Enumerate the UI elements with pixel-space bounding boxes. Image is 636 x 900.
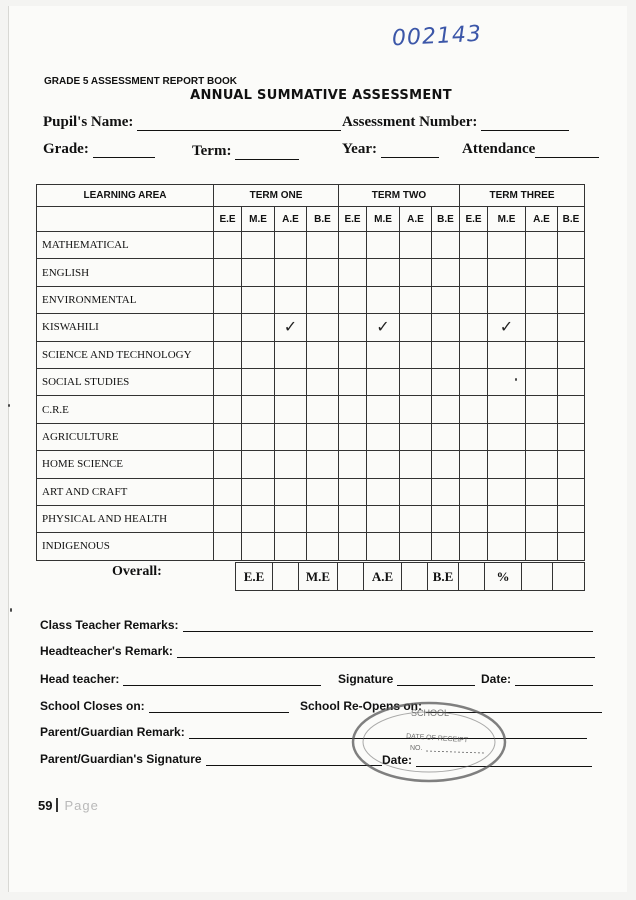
term-three-header: TERM THREE <box>460 185 585 207</box>
assessment-cell[interactable] <box>214 478 242 505</box>
assessment-cell[interactable] <box>526 286 558 313</box>
assessment-cell[interactable] <box>307 451 339 478</box>
overall-row <box>236 563 585 591</box>
class-teacher-remarks-field[interactable] <box>40 618 593 632</box>
head-teacher-blank[interactable] <box>123 673 321 686</box>
scan-speck <box>8 404 10 407</box>
assessment-cell[interactable] <box>339 533 367 560</box>
assessment-cell[interactable] <box>460 478 488 505</box>
assessment-cell[interactable] <box>307 286 339 313</box>
assessment-cell[interactable] <box>488 259 526 286</box>
assessment-cell[interactable] <box>526 423 558 450</box>
learning-area-row <box>37 286 585 313</box>
pupil-name-label: Pupil's Name: <box>43 114 134 130</box>
tick-mark: ✓ <box>283 317 298 337</box>
scan-speck <box>10 608 12 612</box>
overall-value-cell[interactable] <box>273 563 299 591</box>
assessment-cell[interactable] <box>558 259 585 286</box>
assessment-cell[interactable] <box>307 478 339 505</box>
assessment-cell[interactable] <box>526 314 558 341</box>
signature-field[interactable] <box>338 672 475 686</box>
assessment-cell[interactable] <box>526 505 558 532</box>
assessment-cell[interactable] <box>400 368 432 395</box>
main-title: ANNUAL SUMMATIVE ASSESSMENT <box>190 88 452 103</box>
assessment-cell[interactable] <box>432 451 460 478</box>
school-closes-blank[interactable] <box>149 700 289 713</box>
stamp-no-line <box>426 751 484 753</box>
overall-level-cell: M.E <box>299 563 338 591</box>
assessment-cell[interactable] <box>488 451 526 478</box>
page-number-divider <box>56 798 58 812</box>
assessment-cell[interactable] <box>242 286 275 313</box>
assessment-cell[interactable] <box>214 314 242 341</box>
head-teacher-field[interactable] <box>40 672 321 686</box>
date-label: Date: <box>481 672 512 686</box>
assessment-cell[interactable] <box>460 341 488 368</box>
assessment-cell[interactable] <box>367 396 400 423</box>
learning-area-name: KISWAHILI <box>37 314 214 341</box>
page-number <box>38 798 99 813</box>
book-title: GRADE 5 ASSESSMENT REPORT BOOK <box>44 76 237 87</box>
level-header-cell: M.E <box>367 207 400 232</box>
assessment-cell[interactable] <box>307 314 339 341</box>
assessment-cell[interactable] <box>275 505 307 532</box>
assessment-cell[interactable] <box>307 232 339 259</box>
term-blank[interactable] <box>235 145 299 160</box>
assessment-cell[interactable] <box>242 423 275 450</box>
assessment-cell[interactable] <box>307 368 339 395</box>
assessment-cell[interactable] <box>275 478 307 505</box>
assessment-number-blank[interactable] <box>481 116 569 131</box>
grade-blank[interactable] <box>93 143 155 158</box>
learning-area-name: MATHEMATICAL <box>37 232 214 259</box>
term-label: Term: <box>192 143 232 159</box>
learning-area-row <box>37 259 585 286</box>
signature-label: Signature <box>338 672 394 686</box>
term-one-header: TERM ONE <box>214 185 339 207</box>
assessment-cell[interactable] <box>558 451 585 478</box>
overall-value-cell[interactable] <box>338 563 364 591</box>
pupil-name-field[interactable] <box>43 114 341 131</box>
assessment-cell[interactable] <box>339 286 367 313</box>
stamp-inner-ring <box>363 712 495 772</box>
learning-area-row <box>37 533 585 560</box>
attendance-field[interactable] <box>462 141 599 158</box>
assessment-number-label: Assessment Number: <box>342 114 478 130</box>
assessment-cell[interactable] <box>214 505 242 532</box>
learning-area-row <box>37 423 585 450</box>
learning-area-name: HOME SCIENCE <box>37 451 214 478</box>
school-closes-field[interactable] <box>40 699 289 713</box>
headteacher-remark-label: Headteacher's Remark: <box>40 644 173 658</box>
term-two-header: TERM TWO <box>339 185 460 207</box>
assessment-cell[interactable] <box>275 286 307 313</box>
assessment-cell[interactable] <box>432 259 460 286</box>
assessment-cell[interactable] <box>558 423 585 450</box>
assessment-cell[interactable] <box>242 368 275 395</box>
assessment-cell[interactable] <box>367 368 400 395</box>
assessment-cell[interactable] <box>367 533 400 560</box>
assessment-cell[interactable] <box>275 533 307 560</box>
assessment-cell[interactable] <box>339 314 367 341</box>
assessment-cell[interactable] <box>339 505 367 532</box>
assessment-cell[interactable] <box>460 533 488 560</box>
assessment-cell[interactable] <box>460 505 488 532</box>
level-header-cell: E.E <box>339 207 367 232</box>
assessment-cell[interactable] <box>460 396 488 423</box>
overall-table <box>235 562 585 591</box>
learning-area-row <box>37 368 585 395</box>
scan-speck <box>515 378 517 381</box>
assessment-cell[interactable] <box>526 451 558 478</box>
school-closes-label: School Closes on: <box>40 699 145 713</box>
assessment-cell[interactable] <box>339 259 367 286</box>
serial-number: 002143 <box>391 21 483 52</box>
learning-area-name: AGRICULTURE <box>37 423 214 450</box>
assessment-cell[interactable] <box>432 533 460 560</box>
learning-area-row <box>37 314 585 341</box>
assessment-cell[interactable] <box>526 341 558 368</box>
assessment-cell[interactable] <box>307 259 339 286</box>
assessment-cell[interactable] <box>526 232 558 259</box>
assessment-cell[interactable] <box>558 368 585 395</box>
assessment-cell[interactable] <box>526 533 558 560</box>
assessment-cell[interactable] <box>432 286 460 313</box>
stamp-line2: NO. <box>410 745 423 752</box>
assessment-cell[interactable] <box>488 505 526 532</box>
attendance-label: Attendance <box>462 141 536 157</box>
assessment-cell[interactable] <box>432 423 460 450</box>
learning-area-name: SOCIAL STUDIES <box>37 368 214 395</box>
tick-mark: ✓ <box>499 317 514 337</box>
assessment-cell[interactable] <box>367 286 400 313</box>
overall-level-cell: % <box>485 563 522 591</box>
date-blank[interactable] <box>515 673 593 686</box>
assessment-cell[interactable] <box>275 396 307 423</box>
assessment-cell[interactable] <box>526 396 558 423</box>
assessment-cell[interactable] <box>488 232 526 259</box>
page-number-value: 59 <box>38 798 53 813</box>
assessment-cell[interactable] <box>307 505 339 532</box>
year-label: Year: <box>342 141 377 157</box>
assessment-cell[interactable] <box>558 314 585 341</box>
assessment-cell[interactable] <box>460 259 488 286</box>
assessment-cell[interactable] <box>307 341 339 368</box>
learning-area-row <box>37 396 585 423</box>
assessment-cell[interactable] <box>367 478 400 505</box>
year-blank[interactable] <box>381 143 439 158</box>
year-field[interactable] <box>342 141 439 158</box>
overall-value-cell[interactable] <box>459 563 485 591</box>
assessment-cell[interactable] <box>558 396 585 423</box>
assessment-cell[interactable] <box>275 232 307 259</box>
learning-area-row <box>37 505 585 532</box>
assessment-cell[interactable] <box>242 232 275 259</box>
assessment-cell[interactable] <box>460 423 488 450</box>
assessment-cell[interactable] <box>460 451 488 478</box>
assessment-cell[interactable] <box>339 341 367 368</box>
assessment-cell[interactable] <box>367 451 400 478</box>
assessment-cell[interactable] <box>214 533 242 560</box>
level-header-row <box>37 207 585 232</box>
assessment-cell[interactable] <box>367 341 400 368</box>
assessment-cell[interactable] <box>400 396 432 423</box>
level-header-spacer <box>37 207 214 232</box>
assessment-cell[interactable] <box>432 505 460 532</box>
assessment-cell[interactable] <box>275 341 307 368</box>
assessment-cell[interactable] <box>400 505 432 532</box>
assessment-cell[interactable] <box>488 341 526 368</box>
overall-level-cell: A.E <box>364 563 402 591</box>
class-teacher-remarks-label: Class Teacher Remarks: <box>40 618 179 632</box>
level-header-cell: E.E <box>460 207 488 232</box>
learning-area-header: LEARNING AREA <box>37 185 214 207</box>
assessment-cell[interactable] <box>339 232 367 259</box>
assessment-cell[interactable] <box>367 314 400 341</box>
assessment-cell[interactable] <box>400 423 432 450</box>
grade-label: Grade: <box>43 141 89 157</box>
assessment-cell[interactable] <box>242 505 275 532</box>
assessment-cell[interactable] <box>526 478 558 505</box>
grade-field[interactable] <box>43 141 155 158</box>
assessment-cell[interactable] <box>339 451 367 478</box>
assessment-cell[interactable] <box>432 368 460 395</box>
assessment-cell[interactable] <box>214 396 242 423</box>
learning-area-row <box>37 341 585 368</box>
assessment-cell[interactable] <box>214 423 242 450</box>
assessment-cell[interactable] <box>339 478 367 505</box>
assessment-cell[interactable] <box>275 259 307 286</box>
assessment-cell[interactable] <box>242 478 275 505</box>
assessment-cell[interactable] <box>367 505 400 532</box>
assessment-cell[interactable] <box>488 368 526 395</box>
level-header-cell: B.E <box>558 207 585 232</box>
assessment-cell[interactable] <box>488 533 526 560</box>
signature-blank[interactable] <box>397 673 475 686</box>
pupil-name-blank[interactable] <box>137 116 341 131</box>
assessment-cell[interactable] <box>460 232 488 259</box>
assessment-cell[interactable] <box>488 423 526 450</box>
term-header-row <box>37 185 585 207</box>
learning-area-row <box>37 478 585 505</box>
assessment-cell[interactable] <box>400 259 432 286</box>
assessment-cell[interactable] <box>400 232 432 259</box>
assessment-cell[interactable] <box>432 232 460 259</box>
assessment-cell[interactable] <box>400 533 432 560</box>
assessment-cell[interactable] <box>432 314 460 341</box>
overall-value-cell[interactable] <box>402 563 428 591</box>
head-teacher-label: Head teacher: <box>40 672 120 686</box>
level-header-cell: M.E <box>242 207 275 232</box>
school-reopens-label: School Re-Opens on: <box>300 699 423 713</box>
learning-area-name: SCIENCE AND TECHNOLOGY <box>37 341 214 368</box>
assessment-cell[interactable] <box>214 368 242 395</box>
assessment-cell[interactable] <box>558 505 585 532</box>
assessment-cell[interactable] <box>526 368 558 395</box>
level-header-cell: E.E <box>214 207 242 232</box>
parent-signature-label: Parent/Guardian's Signature <box>40 752 202 766</box>
tick-mark: ✓ <box>376 317 390 337</box>
parent-remark-label: Parent/Guardian Remark: <box>40 725 185 739</box>
assessment-cell[interactable] <box>214 259 242 286</box>
assessment-number-field[interactable] <box>342 114 569 131</box>
assessment-cell[interactable] <box>558 232 585 259</box>
assessment-cell[interactable] <box>214 286 242 313</box>
assessment-cell[interactable] <box>400 478 432 505</box>
overall-level-cell: B.E <box>428 563 459 591</box>
assessment-cell[interactable] <box>307 423 339 450</box>
term-field[interactable] <box>192 143 299 160</box>
assessment-cell[interactable] <box>432 396 460 423</box>
learning-area-name: ENGLISH <box>37 259 214 286</box>
level-header-cell: A.E <box>275 207 307 232</box>
assessment-cell[interactable] <box>367 259 400 286</box>
stamp-top-text: SCHOOL <box>410 708 450 718</box>
assessment-cell[interactable] <box>367 232 400 259</box>
assessment-table <box>36 184 585 561</box>
assessment-cell[interactable] <box>242 259 275 286</box>
assessment-cell[interactable] <box>214 341 242 368</box>
assessment-cell[interactable] <box>432 478 460 505</box>
assessment-cell[interactable] <box>558 533 585 560</box>
assessment-cell[interactable] <box>526 259 558 286</box>
assessment-cell[interactable] <box>488 314 526 341</box>
level-header-cell: A.E <box>400 207 432 232</box>
parent-signature-field[interactable] <box>40 752 382 766</box>
assessment-cell[interactable] <box>275 423 307 450</box>
assessment-cell[interactable] <box>488 478 526 505</box>
level-header-cell: A.E <box>526 207 558 232</box>
assessment-cell[interactable] <box>275 368 307 395</box>
assessment-cell[interactable] <box>367 423 400 450</box>
assessment-cell[interactable] <box>242 341 275 368</box>
assessment-cell[interactable] <box>275 314 307 341</box>
assessment-cell[interactable] <box>460 368 488 395</box>
level-header-cell: B.E <box>432 207 460 232</box>
overall-label: Overall: <box>112 564 162 579</box>
assessment-cell[interactable] <box>558 478 585 505</box>
overall-level-cell: E.E <box>236 563 273 591</box>
school-stamp <box>350 700 508 784</box>
assessment-cell[interactable] <box>339 396 367 423</box>
assessment-cell[interactable] <box>242 396 275 423</box>
overall-value-cell[interactable] <box>553 563 585 591</box>
learning-area-row <box>37 451 585 478</box>
assessment-cell[interactable] <box>214 232 242 259</box>
learning-area-name: INDIGENOUS <box>37 533 214 560</box>
overall-value-cell[interactable] <box>522 563 553 591</box>
headteacher-remark-field[interactable] <box>40 644 595 658</box>
page-word: Page <box>64 798 99 813</box>
assessment-cell[interactable] <box>339 423 367 450</box>
assessment-cell[interactable] <box>400 286 432 313</box>
assessment-cell[interactable] <box>214 451 242 478</box>
level-header-cell: M.E <box>488 207 526 232</box>
assessment-cell[interactable] <box>400 451 432 478</box>
date2-label: Date: <box>382 753 413 767</box>
assessment-cell[interactable] <box>242 533 275 560</box>
assessment-cell[interactable] <box>460 286 488 313</box>
assessment-cell[interactable] <box>488 396 526 423</box>
assessment-cell[interactable] <box>460 314 488 341</box>
attendance-blank[interactable] <box>535 143 599 158</box>
stamp-line1: DATE OF RECEIPT <box>405 733 469 745</box>
learning-area-name: PHYSICAL AND HEALTH <box>37 505 214 532</box>
class-teacher-remarks-blank[interactable] <box>183 619 593 632</box>
assessment-cell[interactable] <box>432 341 460 368</box>
date-field[interactable] <box>481 672 593 686</box>
assessment-cell[interactable] <box>400 314 432 341</box>
level-header-cell: B.E <box>307 207 339 232</box>
assessment-cell[interactable] <box>488 286 526 313</box>
headteacher-remark-blank[interactable] <box>177 645 595 658</box>
learning-area-name: ENVIRONMENTAL <box>37 286 214 313</box>
assessment-cell[interactable] <box>558 341 585 368</box>
assessment-cell[interactable] <box>307 533 339 560</box>
learning-area-name: ART AND CRAFT <box>37 478 214 505</box>
assessment-cell[interactable] <box>307 396 339 423</box>
assessment-cell[interactable] <box>275 451 307 478</box>
learning-area-name: C.R.E <box>37 396 214 423</box>
assessment-cell[interactable] <box>400 341 432 368</box>
assessment-cell[interactable] <box>242 314 275 341</box>
assessment-cell[interactable] <box>558 286 585 313</box>
assessment-cell[interactable] <box>339 368 367 395</box>
learning-area-row <box>37 232 585 259</box>
assessment-cell[interactable] <box>242 451 275 478</box>
